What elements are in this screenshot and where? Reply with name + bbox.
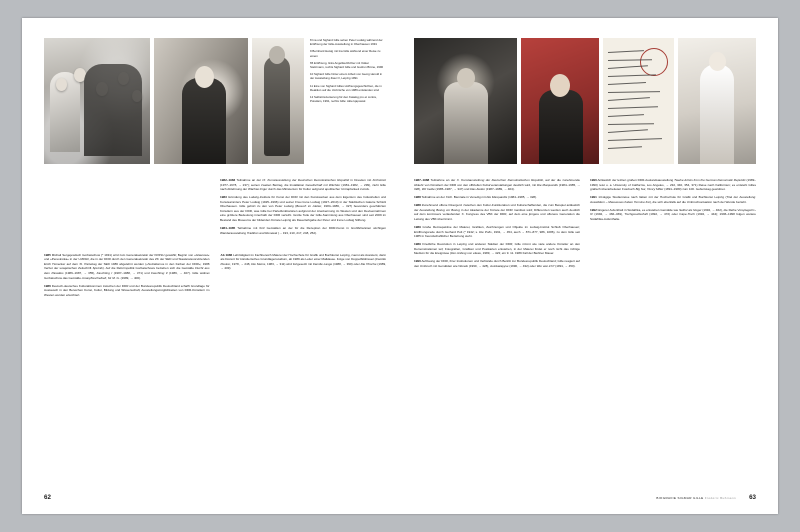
running-head-title: BIOGRAFIE SIGMAR GILLE [656, 496, 704, 500]
left-page [22, 18, 400, 514]
caption-8: 8 Ina und Sighard Gille sehen Peter Ludwig während der Eröffnung der Gille-Ausstellung in Oberhausen 1991 [310, 38, 383, 47]
left-lower-col-1 [44, 253, 210, 301]
entry-1983: 1983 Gründung des Ludwig-Instituts für Kunst der DDR mit den Kunstwerken aus dem Eigentum des Industriellen und Kunstsammlers Peter Ludwig (1925–1996) und seiner Frau Irene Ludwig (1927–2010) in der Städtischen Galerie Schloß Oberhausen. Gille gehört zu den von Peter Ludwig (Besuch im Atelier, 1984–1986, → 327) besonders geschätzten Künstlern aus der DDR, was Gille bei Parteifunktionären aufgrund der Anerkennung im Westen und den Devisennahmen eine größere Bedeutung innerhalb der DDR verleiht. Große Teile der Gille-Sammlung aus Oberhausen sind seit 2009 im Bestand des Museums der bildenden Künste Leipzig als Dauerleihgabe der Peter und Irene Ludwig Stiftung. [220, 195, 386, 222]
entry-1984-1985: 1984–1985 Teilnahme mit fünf Gemälden an der für die Rezeption der DDR-Kunst in Großbritannien wichtigen Wanderausstellung Tradition and Renewal (→ 193, 210, 217, 248, 252). [220, 226, 386, 235]
photo-handwritten-manuscript [603, 38, 675, 164]
entry-1990-aufloesung: 1990 Auflösung der DDR, ihrer Institutionen und Verbände durch Beitritt zur Bundesrepublik Deutschland; Gille reagiert auf den Umbruch mit Gemälden wie Wende (1990, → 428), Autokatapyse (1990, → 432) oder Wer war ich? (1991, → 450). [414, 259, 580, 268]
left-column-empty [44, 178, 210, 239]
entry-1991-studienreise: 1991 13-tägige Studienreise nach Italien mit der Hochschule für Grafik und Buchkunst Leipzig (Titel der Ausstellung: Auswildern – Masseuses haben Termine frei), die sich ebenfalls auf die Umbruchssituation nach der Wende bezieht. [590, 195, 756, 204]
left-photo-captions [308, 38, 384, 164]
left-lower-col-2 [221, 253, 387, 301]
left-photo-band [44, 38, 386, 164]
right-page [400, 18, 778, 514]
entry-1990-ausstellung: 1990 Anlässlich der letzten großen DDR-Auslandsausstellung Twelve Artists from the German Democratic Republic (1989–1990) reist u. a. University of California, Los Angeles, → 232, 340, 354, 371) Reise nach Kalifornien; es entsteht Gilles grafisch überarbeiteten Fotobuch Big Sur, Henry Miller (1891–1980) zum 100. Geburtstag gewidmet. [590, 178, 757, 192]
left-folio: 62 [44, 494, 51, 501]
entry-1989-retrospektive: 1989 Große Retrospektive der Malerei, Grafiken, Zeichnungen und Objekte im Ludwig-Institut Schloß Oberhausen; Eröffnungsrede durch Gerhard Polt (* 1942; s. Die Polts, 1991, → 454, auch → 871–877, 986, 1086), zu dem Gille seit 1985 in freundschaftlicher Beziehung steht. [414, 225, 580, 239]
caption-12: 12 Selbstinszenierung für den Katalog pro et contra, Potsdam, 1991, rechts Gille: Akte kjapowsk [310, 95, 377, 104]
left-body-columns [44, 178, 386, 239]
entry-1988-divergenz: 1988 Zunehmend offene Divergenz zwischen den Kultur-Funktionären und Kulturschaffenden, die zum Beispiel anlässlich der Ausstellung Bezug vor Bezug in der Akademie der Künste der DDR manifest wird; Differenzen werden auch deutlich auf dem kontrovers verlaufenden X. Kongress des VBK der DDR, auf dem eine jüngere und offenere Generation die Leitung des VBK übernimmt. [414, 203, 580, 221]
photo-portrait-red-ground [521, 38, 599, 164]
right-column-right [590, 178, 756, 272]
left-column-chronology [220, 178, 386, 239]
running-head-author: Frédéric Bußmann [704, 496, 736, 500]
entry-1987-1988: 1987–1988 Teilnahme an der X. Kunstausstellung der Deutschen Demokratischen Republik, auf der die zunehmende Abkehr von Künstlern der DDR von den offiziellen Kulturveranstaltungen deutlich wird, mit Die Marquardts (1984–1985, → 328), Wir beide (1985–1987, → 347) und Das Atelier (1987–1989, → 404). [414, 178, 580, 192]
entry-1989-revolution: 1989 Friedliche Revolution in Leipzig und anderen Städten der DDR; Gille nimmt wie viele andere Künstler an den Demonstrationen teil; Fotografien, Grafiken und Postkarten entstehen, in der Malerei findet er noch nicht das richtige Medium für die Ereignisse (Der Anfang von etwas, 1989, → 423; ein 9. 11. 1989 Fall der Berliner Mauer. [414, 242, 580, 256]
entry-1992-suedafrika: 1992 längerer Aufenthalt in Südafrika, es entstehen Gemälde wie Selbst als Neger (1992, → 462), die Reihe Vorspiegelt I–IV (1992, → 466–469), Tischgesellschaft (1992, → 472) oder Cape-Tisch (1992, → 444); 1996–1998 folgen weitere Südafrika-Aufenthalte. [590, 207, 756, 221]
caption-10: 10 Sighard Gille hinter einem Arbeit von Georg Herold in der Ausstellung Zwei O, Leipzig 1991 [310, 72, 383, 81]
entry-1982-1983: 1982–1983 Teilnahme an der IX. Kunstausstellung der Deutschen Demokratischen Republik in Dresden mit Frühstück (1977–1978, → 237); seinen zweiten Beitrag, die Installation Gesellschaft mit Wächter (1981–1982, → 299), zieht Gille nach Ablehnung der Wächter-Figur durch das Ministerium für Kultur aufgrund apolitischer Untrapfankeit zurück. [220, 178, 386, 192]
right-body-columns [414, 178, 756, 272]
red-stamp-icon [640, 48, 668, 76]
photo-dark-interior-figure [414, 38, 517, 164]
entry-1985: 1985 Michail Sergejewitsch Gorbatschow (* 1931) wird zum Generalsekretär der KPdSU gewählt; Beginn von »Glasnost« und »Perestroika« in der UdSSR, die in der DDR durch den Generalsekretär des ZK der SED und Staatsratsvorsitzenden Erich Honecker auf dem XI. Parteitag der SED 1986 abgelehnt werden (»Sozialismus in den Farben der DDR«; 1988 Verbot der sowjetischen Zeitschrift Sputnik). Auf die Reformpolitik Gorbatschows beziehen sich die Gemälde Flucht aus dem Paradies (1986–1987, → 355), Faschting I (1987–1988, → 371) und Faschting II (1989, → 407). Gille widmet Gorbatschow das Gemälde Amaryllisscheibelt, für M. G. (1989, → 400). [44, 252, 210, 280]
right-photo-band [414, 38, 756, 164]
right-column-left [414, 178, 580, 272]
running-head [656, 496, 736, 500]
photo-standing-figure [252, 38, 304, 164]
caption-9: 9 Bernhard Heisig mit Ina Gille während einer Reise zu einem [310, 49, 381, 58]
caption-11: 11 Eine von Sighard Gilles Hoffnungsgeschichten, die in Reaktion auf die Umbrüche von 1989 entstanden sind [310, 83, 382, 92]
caption-65: 65 Eröffnung, links Angelika Richter mit Volker Stelzmann, rechts Sighard Gille und Gudrun Brüne, 1990 [310, 60, 384, 70]
photo-interior-man-dark-suit [154, 38, 248, 164]
right-folio: 63 [749, 494, 756, 501]
left-lower-text [44, 253, 386, 301]
entry-ab-1986: Ab 1986 Lehrtätigkeit im Fachbereich Malerei der Hochschule für Grafik und Buchkunst Leipzig, zuerst als Assistent, dann als Dozent für künstlerisches Grundlagenstudium, ab 1989 als Leiter einer Malklasse. Folge von Doppelbildnissen (Familie Peuker, 1978, → 248, Die Steins, 1983, → 311) wird fortgesetzt mit Familie Lange (1988, → 390) oder Die Hirsche (1989, → 409) [220, 252, 387, 271]
book-spread [22, 18, 778, 514]
photo-white-figure [678, 38, 756, 164]
entry-1988-biennale: 1988 Teilnahme an der XLIII. Biennale in Venedig mit Die Marquardts (1984–1985, → 328). [414, 195, 537, 200]
entry-1986: 1986 Deutsch-deutsches Kulturabkommen zwischen der DDR und der Bundesrepublik Deutschland schafft Grundlage für Austausch in den Bereichen Kunst, Kultur, Bildung und Wissenschaft; Ausstellungsmöglichkeiten von DDR-Künstlern im Westen werden erleichtert. [44, 283, 210, 297]
photo-group-raised-arms [44, 38, 150, 164]
